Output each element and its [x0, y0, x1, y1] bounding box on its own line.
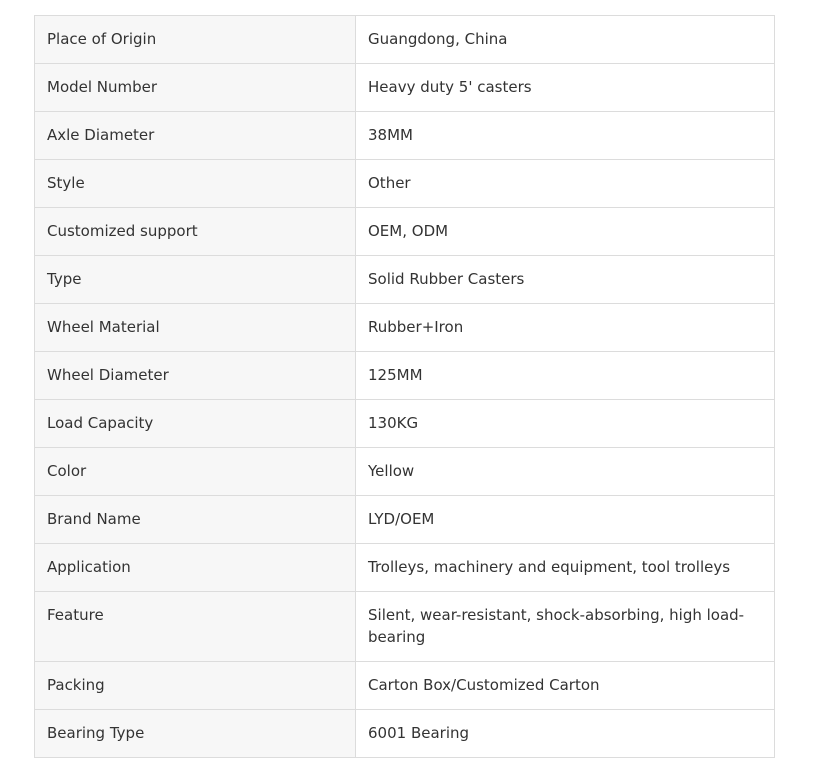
spec-label: Load Capacity	[35, 400, 356, 448]
table-row	[35, 112, 775, 160]
table-row	[35, 352, 775, 400]
spec-value: 38MM	[356, 112, 775, 160]
spec-label: Type	[35, 256, 356, 304]
spec-value: OEM, ODM	[356, 208, 775, 256]
table-row	[35, 496, 775, 544]
spec-label: Brand Name	[35, 496, 356, 544]
spec-value: Yellow	[356, 448, 775, 496]
spec-label: Packing	[35, 662, 356, 710]
spec-label: Color	[35, 448, 356, 496]
spec-value: Guangdong, China	[356, 16, 775, 64]
spec-label: Place of Origin	[35, 16, 356, 64]
table-row	[35, 304, 775, 352]
spec-value: Trolleys, machinery and equipment, tool trolleys	[356, 544, 775, 592]
table-row	[35, 64, 775, 112]
spec-value: Heavy duty 5' casters	[356, 64, 775, 112]
spec-label: Application	[35, 544, 356, 592]
spec-label: Axle Diameter	[35, 112, 356, 160]
table-row	[35, 208, 775, 256]
spec-value: 130KG	[356, 400, 775, 448]
spec-label: Wheel Diameter	[35, 352, 356, 400]
spec-value: 6001 Bearing	[356, 710, 775, 758]
spec-label: Wheel Material	[35, 304, 356, 352]
table-row	[35, 16, 775, 64]
spec-table-body	[35, 16, 775, 758]
spec-value: Rubber+Iron	[356, 304, 775, 352]
spec-label: Bearing Type	[35, 710, 356, 758]
spec-label: Customized support	[35, 208, 356, 256]
table-row	[35, 160, 775, 208]
table-row	[35, 662, 775, 710]
spec-value: LYD/OEM	[356, 496, 775, 544]
table-row	[35, 592, 775, 662]
table-row	[35, 400, 775, 448]
table-row	[35, 256, 775, 304]
spec-value: Solid Rubber Casters	[356, 256, 775, 304]
spec-value: Other	[356, 160, 775, 208]
spec-label: Style	[35, 160, 356, 208]
spec-table	[34, 15, 775, 758]
table-row	[35, 710, 775, 758]
table-row	[35, 448, 775, 496]
spec-value: Carton Box/Customized Carton	[356, 662, 775, 710]
spec-label: Model Number	[35, 64, 356, 112]
table-row	[35, 544, 775, 592]
spec-value: 125MM	[356, 352, 775, 400]
spec-label: Feature	[35, 592, 356, 662]
spec-value: Silent, wear-resistant, shock-absorbing, high load-bearing	[356, 592, 775, 662]
